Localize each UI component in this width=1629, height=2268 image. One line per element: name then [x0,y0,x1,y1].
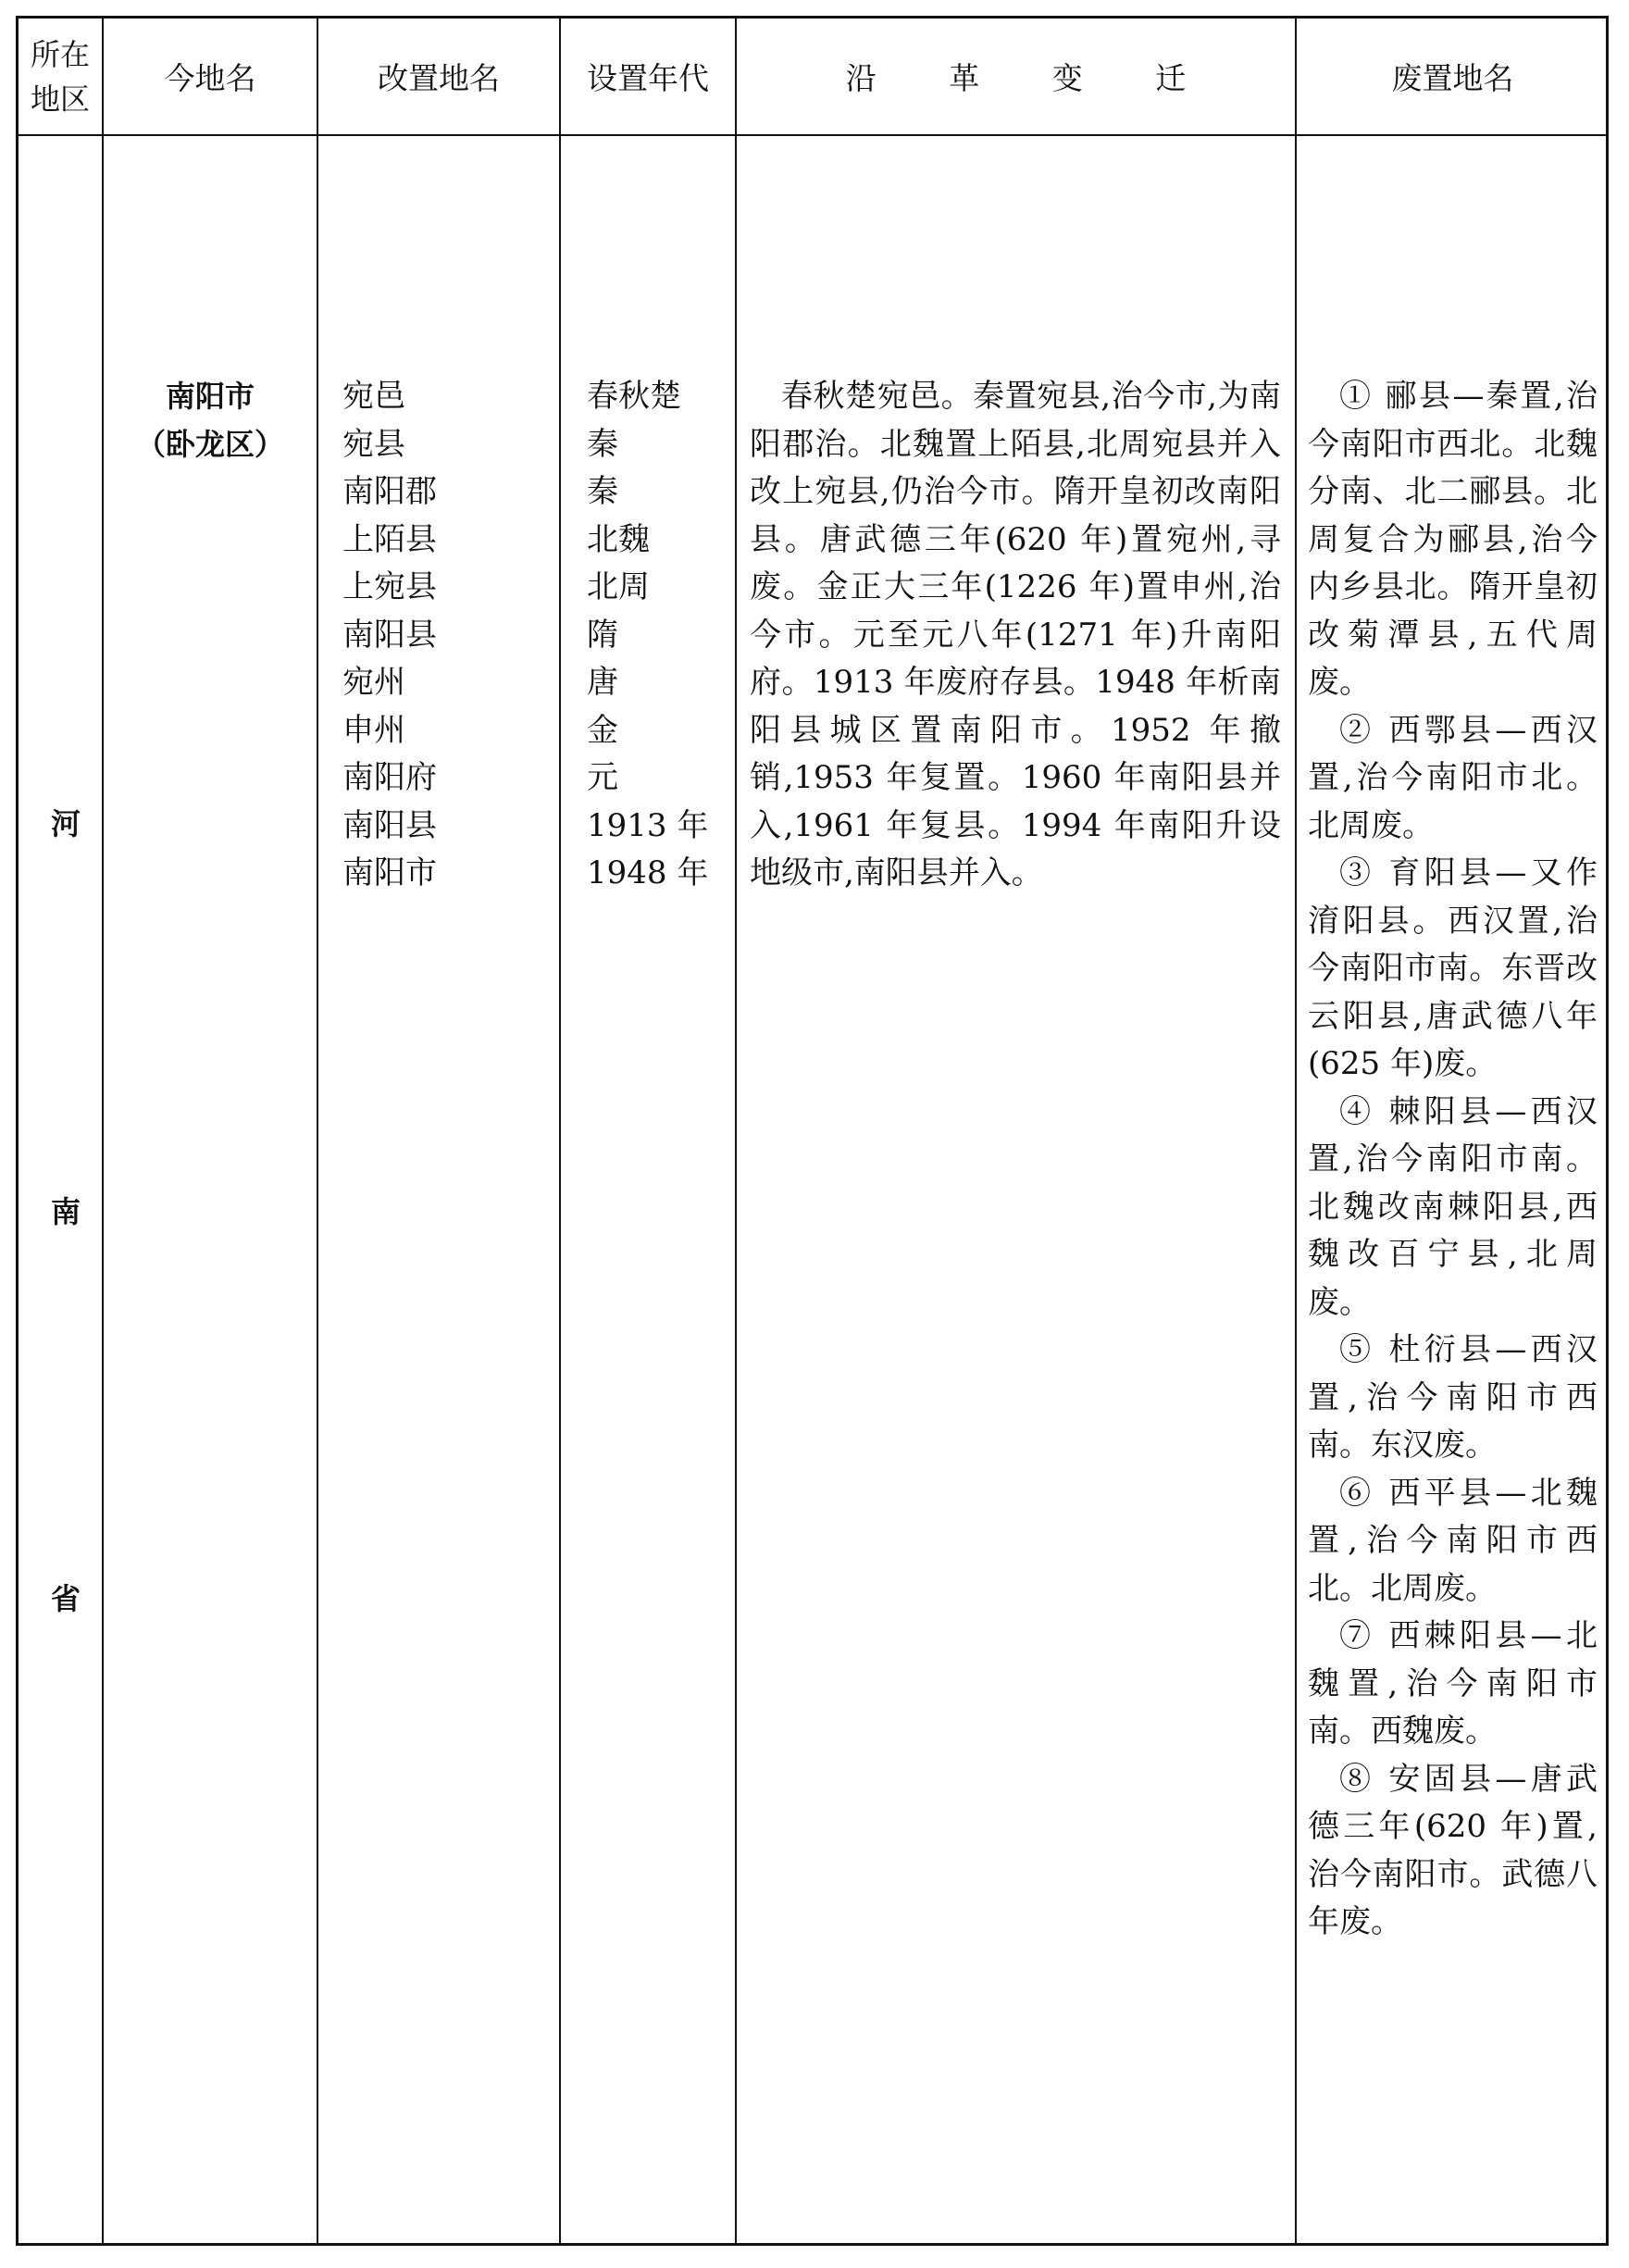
header-abolished: 废置地名 [1391,60,1514,96]
abolished-list [1308,373,1598,1947]
year-item: 隋 [587,616,618,654]
region-char: 省 [50,1581,81,1616]
year-item: 1948 年 [587,854,709,891]
abolished-item: ④ 棘阳县—西汉置,治今南阳市南。北魏改南棘阳县,西魏改百宁县,北周废。 [1308,1092,1598,1321]
renamed-item: 南阳郡 [342,473,437,510]
column-divider [559,19,561,2243]
renamed-item: 上宛县 [342,568,437,605]
column-divider [317,19,318,2243]
renamed-item: 宛县 [342,425,405,463]
region-char: 南 [50,1194,81,1229]
abolished-item: ⑥ 西平县—北魏置,治今南阳市西北。北周废。 [1308,1474,1598,1607]
region-char: 河 [50,806,81,841]
header-current-name: 今地名 [164,60,256,96]
year-item: 金 [587,711,618,749]
abolished-item: ⑧ 安固县—唐武德三年(620 年)置,治今南阳市。武德八年废。 [1308,1760,1598,1940]
header-renamed: 改置地名 [378,60,500,96]
abolished-item: ⑦ 西棘阳县—北魏置,治今南阳市南。西魏废。 [1308,1617,1598,1750]
renamed-item: 南阳府 [342,759,437,796]
header-divider [19,134,1606,136]
year-item: 元 [587,759,618,796]
gazetteer-table [16,16,1609,2246]
year-list [587,373,735,898]
column-divider [735,19,737,2243]
renamed-item: 南阳县 [342,806,437,844]
year-item: 1913 年 [587,806,709,844]
current-name [104,373,317,468]
renamed-item: 上陌县 [342,520,437,558]
history-text: 春秋楚宛邑。秦置宛县,治今市,为南阳郡治。北魏置上陌县,北周宛县并入改上宛县,仍治今市。隋开皇初改南阳县。唐武德三年(620 年)置宛州,寻废。金正大三年(1226 年)置申州,治今市。元至元八年(1271 年)升南阳府。1913 年废府存县。1948 年析南阳县城区置南阳市。1952 年撤销,1953 年复置。1960 年南阳县并入,1961 年复县。1994 年南阳升设地级市,南阳县并入。 [750,378,1281,891]
renamed-item: 宛邑 [342,378,405,415]
renamed-item: 宛州 [342,664,405,701]
current-name-district: （卧龙区） [135,426,284,462]
year-item: 秦 [587,473,618,510]
abolished-item: ① 郦县—秦置,治今南阳市西北。北魏分南、北二郦县。北周复合为郦县,治今内乡县北。隋开皇初改菊潭县,五代周废。 [1308,378,1598,701]
renamed-item: 南阳县 [342,616,437,654]
abolished-item: ③ 育阳县—又作淯阳县。西汉置,治今南阳市南。东晋改云阳县,唐武德八年(625 年)废。 [1308,854,1598,1082]
renamed-item: 南阳市 [342,854,437,891]
abolished-item: ② 西鄂县—西汉置,治今南阳市北。北周废。 [1308,711,1598,844]
header-region [19,19,102,134]
column-divider [102,19,104,2243]
year-item: 春秋楚 [587,378,681,415]
header-region-line1: 所在 [30,36,90,72]
year-item: 北魏 [587,520,650,558]
year-item: 秦 [587,425,618,463]
header-region-line2: 地区 [30,81,90,117]
header-history-text: 沿 革 变 迁 [845,60,1218,96]
year-item: 唐 [587,664,618,701]
renamed-list [342,373,555,898]
header-year-set: 设置年代 [587,60,709,96]
column-divider [1295,19,1297,2243]
current-name-main: 南阳市 [165,379,255,414]
abolished-item: ⑤ 杜衍县—西汉置,治今南阳市西南。东汉废。 [1308,1331,1598,1464]
renamed-item: 申州 [342,711,405,749]
year-item: 北周 [587,568,650,605]
header-history [737,19,1295,134]
